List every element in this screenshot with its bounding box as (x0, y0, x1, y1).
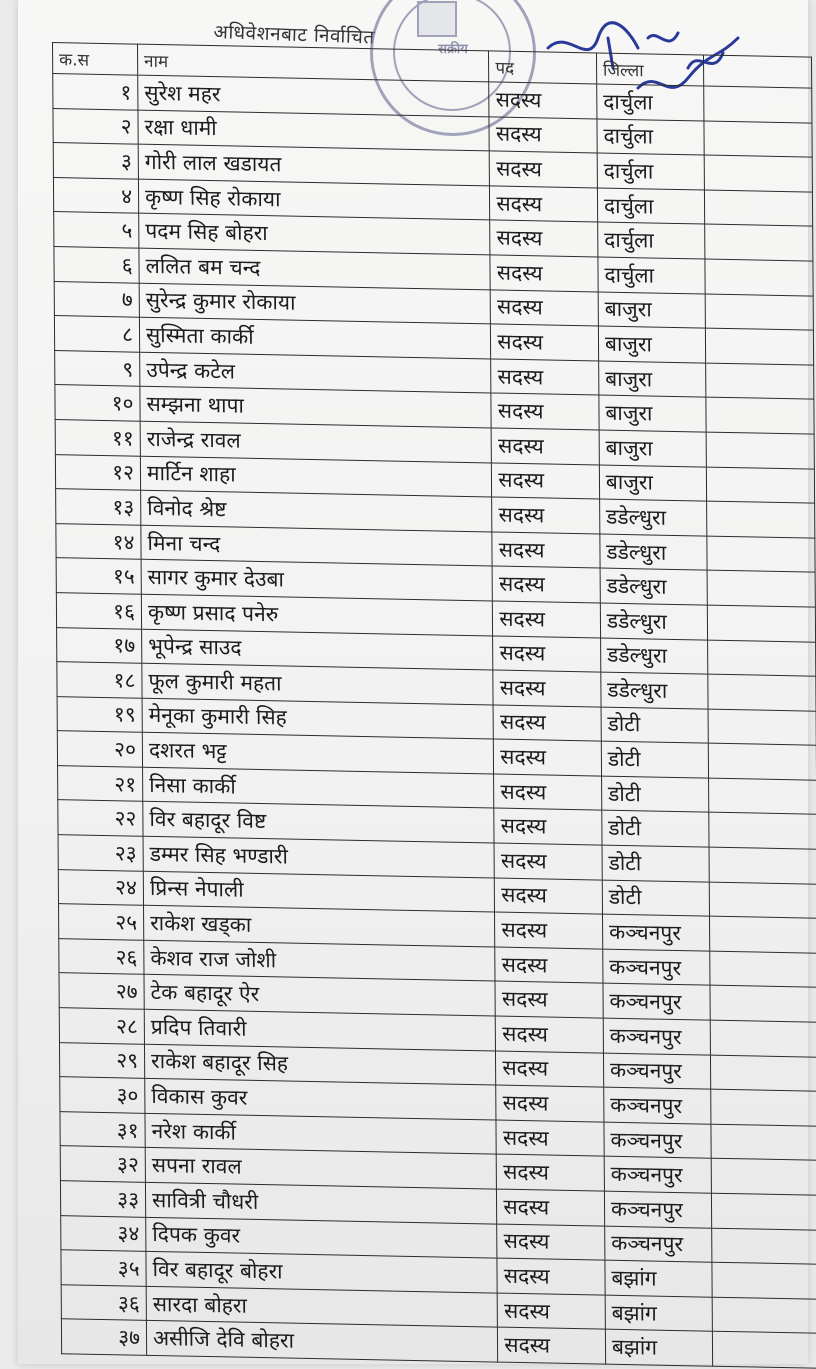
cell-name: राकेश बहादूर सिह (144, 1044, 496, 1085)
cell-sn: ३० (60, 1077, 145, 1113)
cell-name: ललित बम चन्द (139, 248, 491, 289)
cell-post: सदस्य (496, 1120, 604, 1157)
cell-blank (708, 640, 816, 677)
cell-name: रक्षा धामी (138, 110, 490, 151)
cell-name: सागर कुमार देउबा (141, 560, 493, 601)
cell-post: सदस्य (497, 1258, 605, 1295)
cell-blank (708, 674, 816, 711)
cell-post: सदस्य (491, 428, 599, 465)
cell-district: डडेल्धुरा (600, 603, 708, 640)
cell-name: राकेश खड्का (144, 906, 496, 947)
cell-post: सदस्य (494, 739, 602, 776)
cell-post: सदस्य (492, 532, 600, 569)
cell-district: डोटी (601, 741, 709, 778)
cell-post: सदस्य (492, 566, 600, 603)
cell-district: कञ्चनपुर (604, 1087, 712, 1124)
cell-district: बाजुरा (599, 361, 707, 398)
cell-name: विर बहादूर बोहरा (146, 1252, 498, 1293)
cell-name: भूपेन्द्र साउद (142, 629, 494, 670)
cell-name: नरेश कार्की (145, 1113, 497, 1154)
cell-name: मार्टिन शाहा (140, 456, 492, 497)
cell-blank (713, 1332, 816, 1369)
cell-sn: १० (55, 385, 140, 421)
cell-blank (711, 1124, 816, 1161)
cell-district: बाजुरा (599, 395, 707, 432)
cell-name: फूल कुमारी महता (142, 663, 494, 704)
cell-sn: १८ (57, 662, 142, 698)
cell-district: दार्चुला (597, 84, 705, 121)
cell-name: मेनूका कुमारी सिह (142, 698, 494, 739)
cell-blank (710, 951, 816, 988)
cell-district: कञ्चनपुर (604, 1122, 712, 1159)
cell-blank (711, 1089, 816, 1126)
cell-name: असीजि देवि बोहरा (146, 1321, 498, 1362)
cell-sn: २६ (59, 938, 144, 974)
cell-blank (713, 1297, 816, 1334)
cell-blank (708, 709, 816, 746)
cell-blank (709, 778, 816, 815)
cell-post: सदस्य (496, 1016, 604, 1053)
cell-blank (711, 1020, 816, 1057)
cell-sn: ८ (54, 316, 139, 352)
cell-district: बाजुरा (599, 465, 707, 502)
cell-sn: ९ (55, 350, 140, 386)
cell-district: दार्चुला (597, 119, 705, 156)
cell-blank (705, 155, 813, 192)
cell-sn: २५ (59, 904, 144, 940)
cell-district: दार्चुला (597, 188, 705, 225)
cell-blank (710, 882, 816, 919)
cell-district: कञ्चनपुर (605, 1226, 713, 1263)
cell-post: सदस्य (490, 186, 598, 223)
cell-sn: ३ (53, 143, 138, 179)
cell-post: सदस्य (494, 843, 602, 880)
cell-name: सम्झना थापा (140, 387, 492, 428)
cell-sn: १६ (56, 593, 141, 629)
cell-post: सदस्य (495, 878, 603, 915)
cell-blank (705, 190, 813, 227)
cell-post: सदस्य (489, 82, 597, 119)
cell-post: सदस्य (495, 981, 603, 1018)
header-extra (704, 55, 812, 88)
cell-district: डडेल्धुरा (600, 638, 708, 675)
cell-name: विकास कुवर (145, 1079, 497, 1120)
cell-name: केशव राज जोशी (144, 940, 496, 981)
cell-post: सदस्य (498, 1293, 606, 1330)
cell-name: डम्मर सिह भण्डारी (143, 836, 495, 877)
cell-blank (706, 363, 814, 400)
cell-blank (711, 1055, 816, 1092)
cell-post: सदस्य (497, 1154, 605, 1191)
cell-name: विनोद श्रेष्ट (141, 490, 493, 531)
cell-sn: २८ (59, 1008, 144, 1044)
cell-blank (704, 86, 812, 123)
cell-blank (707, 501, 815, 538)
cell-sn: २४ (58, 869, 143, 905)
cell-post: सदस्य (494, 774, 602, 811)
cell-blank (705, 224, 813, 261)
cell-district: बझांग (605, 1295, 713, 1332)
cell-post: सदस्य (492, 462, 600, 499)
cell-sn: १२ (55, 454, 140, 490)
cell-sn: ६ (54, 247, 139, 283)
header-post: पद (489, 51, 597, 84)
paper-sheet (18, 0, 808, 1364)
cell-sn: १७ (57, 627, 142, 663)
cell-blank (706, 294, 814, 331)
cell-district: कञ्चनपुर (604, 1157, 712, 1194)
cell-blank (712, 1228, 816, 1265)
header-name: नाम (138, 44, 490, 82)
cell-name: सारदा बोहरा (146, 1286, 498, 1327)
cell-sn: १५ (56, 558, 141, 594)
cell-blank (704, 121, 812, 158)
cell-blank (707, 536, 815, 573)
cell-district: डडेल्धुरा (601, 672, 709, 709)
cell-post: सदस्य (497, 1224, 605, 1261)
cell-post: सदस्य (493, 635, 601, 672)
cell-post: सदस्य (491, 359, 599, 396)
cell-post: सदस्य (497, 1189, 605, 1226)
cell-sn: ४ (53, 177, 138, 213)
cell-post: सदस्य (493, 670, 601, 707)
cell-sn: ३३ (60, 1181, 145, 1217)
cell-sn: १४ (56, 523, 141, 559)
cell-district: डोटी (601, 776, 709, 813)
cell-post: सदस्य (490, 151, 598, 188)
cell-name: उपेन्द्र कटेल (140, 352, 492, 393)
cell-name: गोरी लाल खडायत (138, 144, 490, 185)
cell-sn: ५ (54, 212, 139, 248)
cell-district: बाजुरा (598, 292, 706, 329)
cell-post: सदस्य (496, 1085, 604, 1122)
cell-post: सदस्य (493, 601, 601, 638)
cell-district: कञ्चनपुर (604, 1191, 712, 1228)
cell-district: डोटी (601, 707, 709, 744)
cell-district: बझांग (605, 1330, 713, 1367)
cell-sn: १३ (56, 489, 141, 525)
cell-district: बझांग (605, 1260, 713, 1297)
cell-district: दार्चुला (598, 257, 706, 294)
cell-blank (709, 813, 816, 850)
cell-name: सुस्मिता कार्की (139, 317, 491, 358)
cell-blank (708, 605, 816, 642)
cell-post: सदस्य (489, 116, 597, 153)
cell-name: कृष्ण प्रसाद पनेरु (141, 594, 493, 635)
cell-post: सदस्य (496, 1051, 604, 1088)
cell-district: डडेल्धुरा (600, 534, 708, 571)
seal-text: सक्रीय (438, 42, 468, 57)
cell-post: सदस्य (498, 1327, 606, 1364)
cell-blank (709, 743, 816, 780)
cell-sn: २० (57, 731, 142, 767)
cell-district: बाजुरा (599, 430, 707, 467)
cell-sn: २१ (58, 765, 143, 801)
cell-post: सदस्य (495, 912, 603, 949)
cell-sn: ३४ (61, 1215, 146, 1251)
cell-district: डोटी (602, 880, 710, 917)
header-sn: क.स (53, 43, 138, 76)
cell-name: सपना रावल (145, 1148, 497, 1189)
cell-post: सदस्य (492, 497, 600, 534)
cell-sn: ११ (55, 420, 140, 456)
cell-name: निसा कार्की (143, 767, 495, 808)
cell-district: कञ्चनपुर (603, 1018, 711, 1055)
cell-sn: ३६ (61, 1284, 146, 1320)
cell-post: सदस्य (490, 255, 598, 292)
cell-sn: २३ (58, 835, 143, 871)
cell-name: सुरेन्द्र कुमार रोकाया (139, 283, 491, 324)
cell-name: प्रिन्स नेपाली (143, 871, 495, 912)
cell-district: डोटी (602, 845, 710, 882)
cell-blank (709, 847, 816, 884)
cell-blank (710, 986, 816, 1023)
cell-name: पदम सिह बोहरा (139, 214, 491, 255)
cell-name: राजेन्द्र रावल (140, 421, 492, 462)
table-body (53, 74, 816, 1369)
cell-post: सदस्य (495, 947, 603, 984)
cell-post: सदस्य (494, 808, 602, 845)
document-title: अधिवेशनबाट निर्वाचित (213, 20, 376, 49)
cell-sn: १ (53, 74, 138, 110)
cell-sn: ३७ (61, 1319, 146, 1355)
cell-name: टेक बहादूर ऐर (144, 975, 496, 1016)
cell-district: डोटी (602, 811, 710, 848)
cell-district: कञ्चनपुर (603, 1053, 711, 1090)
cell-district: दार्चुला (598, 222, 706, 259)
cell-sn: २२ (58, 800, 143, 836)
cell-blank (706, 328, 814, 365)
cell-name: मिना चन्द (141, 525, 493, 566)
cell-name: दिपक कुवर (146, 1217, 498, 1258)
cell-district: डडेल्धुरा (599, 499, 707, 536)
cell-blank (705, 259, 813, 296)
cell-blank (706, 397, 814, 434)
cell-blank (707, 432, 815, 469)
cell-district: डडेल्धुरा (600, 568, 708, 605)
cell-blank (707, 467, 815, 504)
cell-sn: ३५ (61, 1250, 146, 1286)
member-table (52, 42, 816, 1369)
seal-emblem-icon (417, 1, 457, 37)
cell-post: सदस्य (493, 705, 601, 742)
cell-sn: २७ (59, 973, 144, 1009)
cell-district: कञ्चनपुर (603, 984, 711, 1021)
cell-blank (712, 1193, 816, 1230)
cell-sn: १९ (57, 696, 142, 732)
cell-post: सदस्य (490, 220, 598, 257)
cell-district: कञ्चनपुर (602, 914, 710, 951)
cell-sn: २ (53, 108, 138, 144)
cell-post: सदस्य (491, 289, 599, 326)
cell-blank (708, 570, 816, 607)
cell-sn: ३२ (60, 1146, 145, 1182)
cell-blank (712, 1159, 816, 1196)
header-district: जिल्ला (596, 53, 704, 86)
cell-blank (712, 1262, 816, 1299)
cell-blank (710, 916, 816, 953)
cell-post: सदस्य (491, 393, 599, 430)
cell-post: सदस्य (491, 324, 599, 361)
cell-name: सुरेश महर (138, 75, 490, 116)
cell-district: बाजुरा (598, 326, 706, 363)
cell-sn: २९ (59, 1042, 144, 1078)
cell-district: कञ्चनपुर (603, 949, 711, 986)
cell-name: प्रदिप तिवारी (144, 1009, 496, 1050)
cell-sn: ७ (54, 281, 139, 317)
cell-name: कृष्ण सिह रोकाया (138, 179, 490, 220)
cell-name: सावित्री चौधरी (145, 1182, 497, 1223)
cell-district: दार्चुला (597, 153, 705, 190)
cell-name: विर बहादूर विष्ट (143, 802, 495, 843)
cell-sn: ३१ (60, 1111, 145, 1147)
cell-name: दशरत भट्ट (142, 733, 494, 774)
